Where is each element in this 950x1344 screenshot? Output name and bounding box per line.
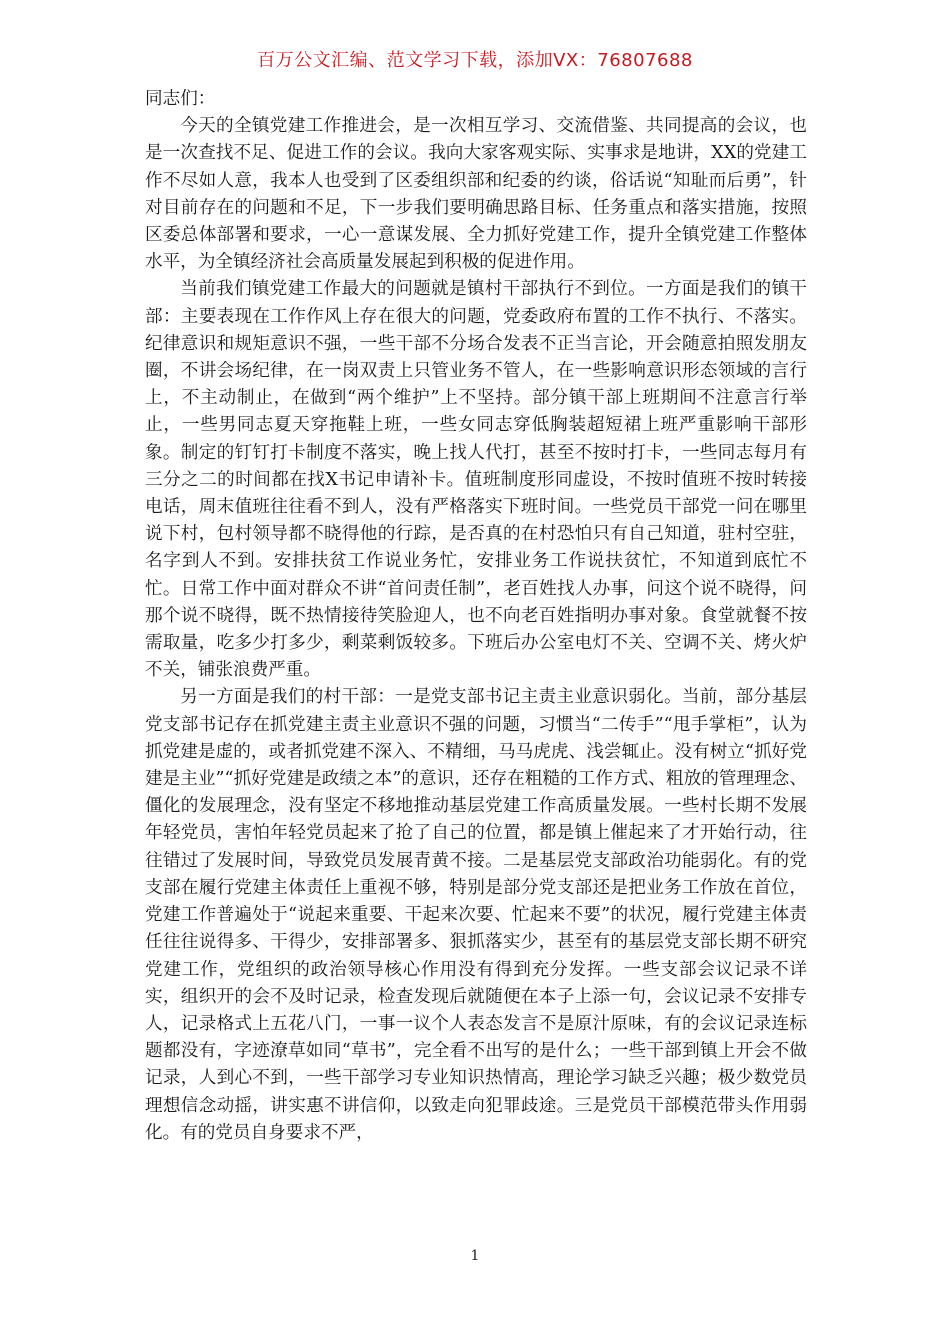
page-number: 1 bbox=[470, 1248, 480, 1264]
paragraph-town-cadres: 当前我们镇党建工作最大的问题就是镇村干部执行不到位。一方面是我们的镇干部：主要表现在工作作风上存在很大的问题，党委政府布置的工作不执行、不落实。纪律意识和规矩意识不强，一些干部不分场合发表不正当言论，开会随意拍照发朋友圈，不讲会场纪律，在一岗双责上只管业务不管人，在一些影响意识形态领域的言行上，不主动制止，在做到“两个维护”上不坚持。部分镇干部上班期间不注意言行举止，一些男同志夏天穿拖鞋上班，一些女同志穿低胸装超短裙上班严重影响干部形象。制定的钉钉打卡制度不落实，晚上找人代打，甚至不按时打卡，一些同志每月有三分之二的时间都在找X书记申请补卡。值班制度形同虚设，不按时值班不按时转接电话，周末值班往往看不到人，没有严格落实下班时间。一些党员干部党一问在哪里说下村，包村领导都不晓得他的行踪，是否真的在村恐怕只有自己知道，驻村空驻，名字到人不到。安排扶贫工作说业务忙，安排业务工作说扶贫忙，不知道到底忙不忙。日常工作中面对群众不讲“首问责任制”，老百姓找人办事，问这个说不晓得，问那个说不晓得，既不热情接待笑脸迎人，也不向老百姓指明办事对象。食堂就餐不按需取量，吃多少打多少，剩菜剩饭较多。下班后办公室电灯不关、空调不关、烤火炉不关，铺张浪费严重。 bbox=[145, 279, 807, 681]
paragraph-village-cadres: 另一方面是我们的村干部：一是党支部书记主责主业意识弱化。当前，部分基层党支部书记存在抓党建主责主业意识不强的问题，习惯当“二传手”“甩手掌柜”，认为抓党建是虚的，或者抓党建不深入、不精细，马马虎虎、浅尝辄止。没有树立“抓好党建是主业”“抓好党建是政绩之本”的意识，还存在粗糙的工作方式、粗放的管理理念、僵化的发展理念，没有坚定不移地推动基层党建工作高质量发展。一些村长期不发展年轻党员，害怕年轻党员起来了抢了自己的位置，都是镇上催起来了才开始行动，往往错过了发展时间，导致党员发展青黄不接。二是基层党支部政治功能弱化。有的党支部在履行党建主体责任上重视不够，特别是部分党支部还是把业务工作放在首位，党建工作普遍处于“说起来重要、干起来次要、忙起来不要”的状况，履行党建主体责任往往说得多、干得少，安排部署多、狠抓落实少，甚至有的基层党支部长期不研究党建工作，党组织的政治领导核心作用没有得到充分发挥。一些支部会议记录不详实，组织开的会不及时记录，检查发现后就随便在本子上添一句，会议记录不安排专人，记录格式上五花八门，一事一议个人表态发言不是原汁原味，有的会议记录连标题都没有，字迹潦草如同“草书”，完全看不出写的是什么；一些干部到镇上开会不做记录，人到心不到，一些干部学习专业知识热情高，理论学习缺乏兴趣；极少数党员理想信念动摇，讲实惠不讲信仰，以致走向犯罪歧途。三是党员干部模范带头作用弱化。有的党员自身要求不严， bbox=[145, 687, 807, 1143]
watermark-banner: 百万公文汇编、范文学习下载，添加VX：76807688 bbox=[257, 50, 693, 71]
salutation: 同志们： bbox=[145, 89, 216, 109]
document-body bbox=[145, 86, 807, 1147]
paragraph-intro: 今天的全镇党建工作推进会，是一次相互学习、交流借鉴、共同提高的会议，也是一次查找不足、促进工作的会议。我向大家客观实际、实事求是地讲，XX的党建工作不尽如人意，我本人也受到了区委组织部和纪委的约谈，俗话说“知耻而后勇”，针对目前存在的问题和不足，下一步我们要明确思路目标、任务重点和落实措施，按照区委总体部署和要求，一心一意谋发展、全力抓好党建工作，提升全镇党建工作整体水平，为全镇经济社会高质量发展起到积极的促进作用。 bbox=[145, 116, 807, 273]
